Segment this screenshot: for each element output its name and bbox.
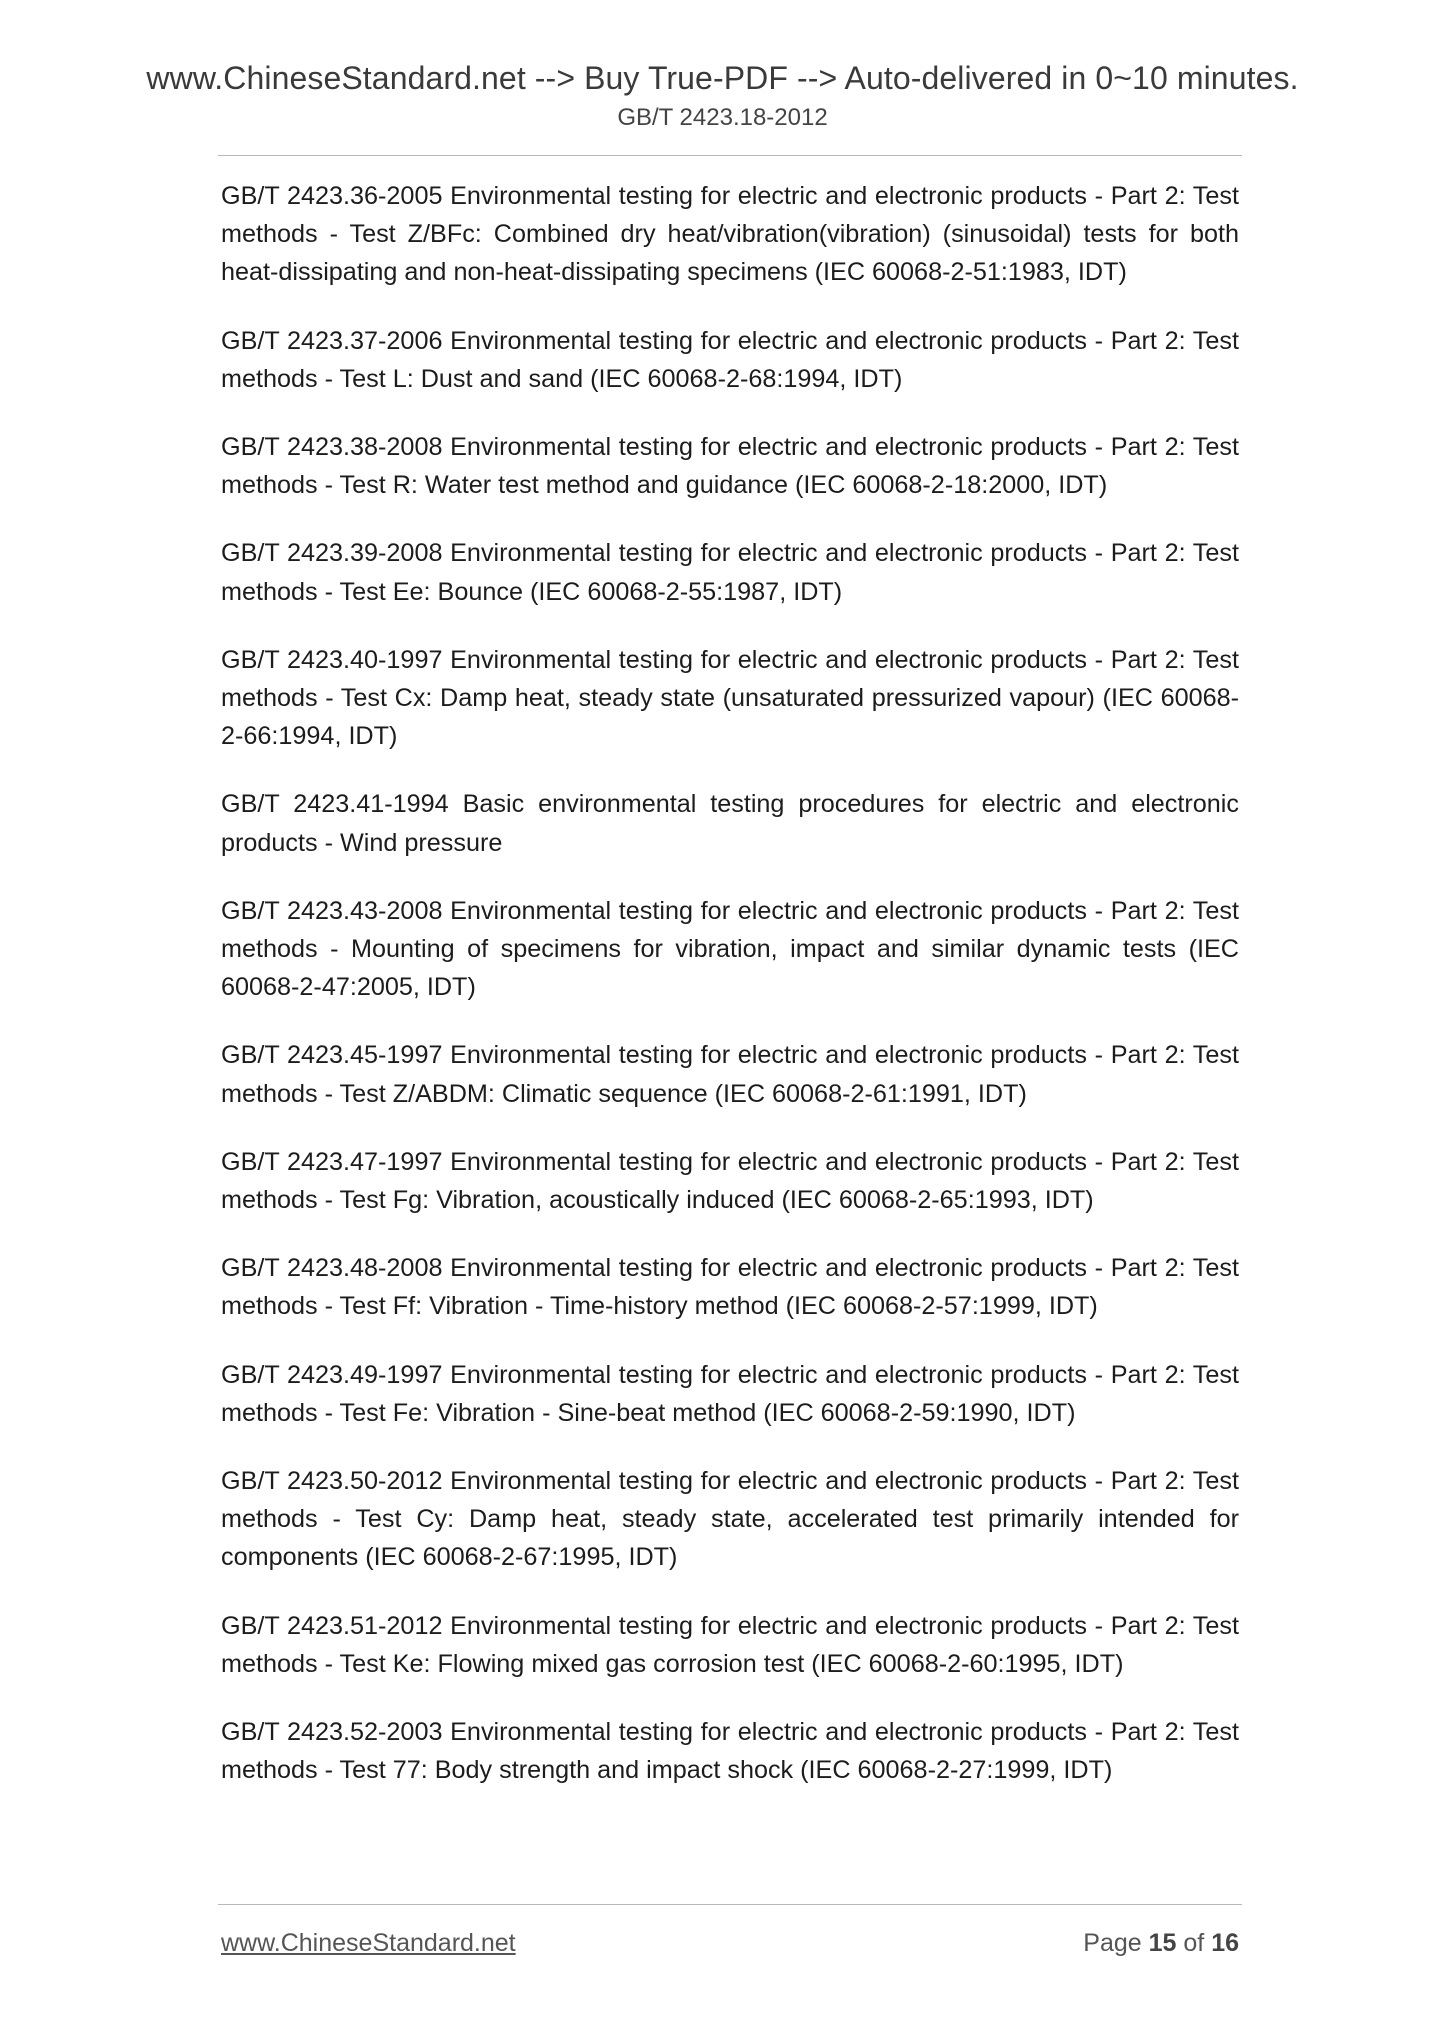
standard-entry: GB/T 2423.47-1997 Environmental testing for electric and electronic products - Part 2: Test methods - Test Fg: Vibration, acoustically induced (IEC 60068-2-65:1993, IDT): [221, 1147, 1239, 1215]
page-of: of: [1183, 1929, 1205, 1957]
page-word: Page: [1083, 1929, 1142, 1957]
standard-entry: GB/T 2423.49-1997 Environmental testing for electric and electronic products - Part 2: Test methods - Test Fe: Vibration - Sine-beat method (IEC 60068-2-59:1990, IDT): [221, 1360, 1239, 1427]
page-current: 15: [1148, 1929, 1177, 1957]
standard-entry: GB/T 2423.37-2006 Environmental testing for electric and electronic products - Part 2: Test methods - Test L: Dust and sand (IEC 60068-2-68:1994, IDT): [221, 326, 1239, 393]
standard-entry: GB/T 2423.52-2003 Environmental testing for electric and electronic products - Part 2: Test methods - Test 77: Body strength and impact shock (IEC 60068-2-27:1999, IDT): [221, 1718, 1239, 1785]
standard-entry: GB/T 2423.40-1997 Environmental testing for electric and electronic products - Part 2: Test methods - Test Cx: Damp heat, steady state (unsaturated pressurized vapour) (IEC 60068-2-66:1994, IDT): [221, 645, 1239, 751]
page-total: 16: [1211, 1929, 1239, 1957]
standard-entry: GB/T 2423.38-2008 Environmental testing for electric and electronic products - Part 2: Test methods - Test R: Water test method and guidance (IEC 60068-2-18:2000, IDT): [221, 433, 1239, 500]
standard-entry: GB/T 2423.51-2012 Environmental testing for electric and electronic products - Part 2: Test methods - Test Ke: Flowing mixed gas corrosion test (IEC 60068-2-60:1995, IDT): [221, 1611, 1239, 1678]
footer-divider: [218, 1904, 1242, 1905]
standard-entry: GB/T 2423.39-2008 Environmental testing for electric and electronic products - Part 2: Test methods - Test Ee: Bounce (IEC 60068-2-55:1987, IDT): [221, 539, 1239, 606]
standard-entry: GB/T 2423.36-2005 Environmental testing for electric and electronic products - Part 2: Test methods - Test Z/BFc: Combined dry heat/vibration(vibration) (sinusoidal) tests for both heat-dissipating and non-heat-dissipating specimens (IEC 60068-2-51:1983, IDT): [221, 182, 1239, 287]
header-divider: [218, 155, 1242, 156]
page-footer: [221, 1926, 1239, 1960]
header-banner: www.ChineseStandard.net --> Buy True-PDF --> Auto-delivered in 0~10 minutes.: [146, 60, 1299, 96]
footer-site-link[interactable]: www.ChineseStandard.net: [221, 1929, 516, 1957]
standard-entry: GB/T 2423.48-2008 Environmental testing for electric and electronic products - Part 2: Test methods - Test Ff: Vibration - Time-history method (IEC 60068-2-57:1999, IDT): [221, 1254, 1239, 1321]
page-counter: [1083, 1926, 1239, 1960]
standard-entry: GB/T 2423.45-1997 Environmental testing for electric and electronic products - Part 2: Test methods - Test Z/ABDM: Climatic sequence (IEC 60068-2-61:1991, IDT): [221, 1041, 1239, 1108]
document-id: GB/T 2423.18-2012: [617, 104, 828, 131]
standard-entry: GB/T 2423.43-2008 Environmental testing for electric and electronic products - Part 2: Test methods - Mounting of specimens for vibration, impact and similar dynamic tests (IEC 60068-2-47:2005, IDT): [221, 896, 1239, 1002]
standard-entry: GB/T 2423.50-2012 Environmental testing for electric and electronic products - Part 2: Test methods - Test Cy: Damp heat, steady state, accelerated test primarily intended for components (IEC 60068-2-67:1995, IDT): [221, 1467, 1239, 1572]
standard-entry: GB/T 2423.41-1994 Basic environmental testing procedures for electric and electronic products - Wind pressure: [221, 790, 1239, 857]
document-body: [221, 177, 1239, 1820]
page-header: [0, 58, 1445, 134]
